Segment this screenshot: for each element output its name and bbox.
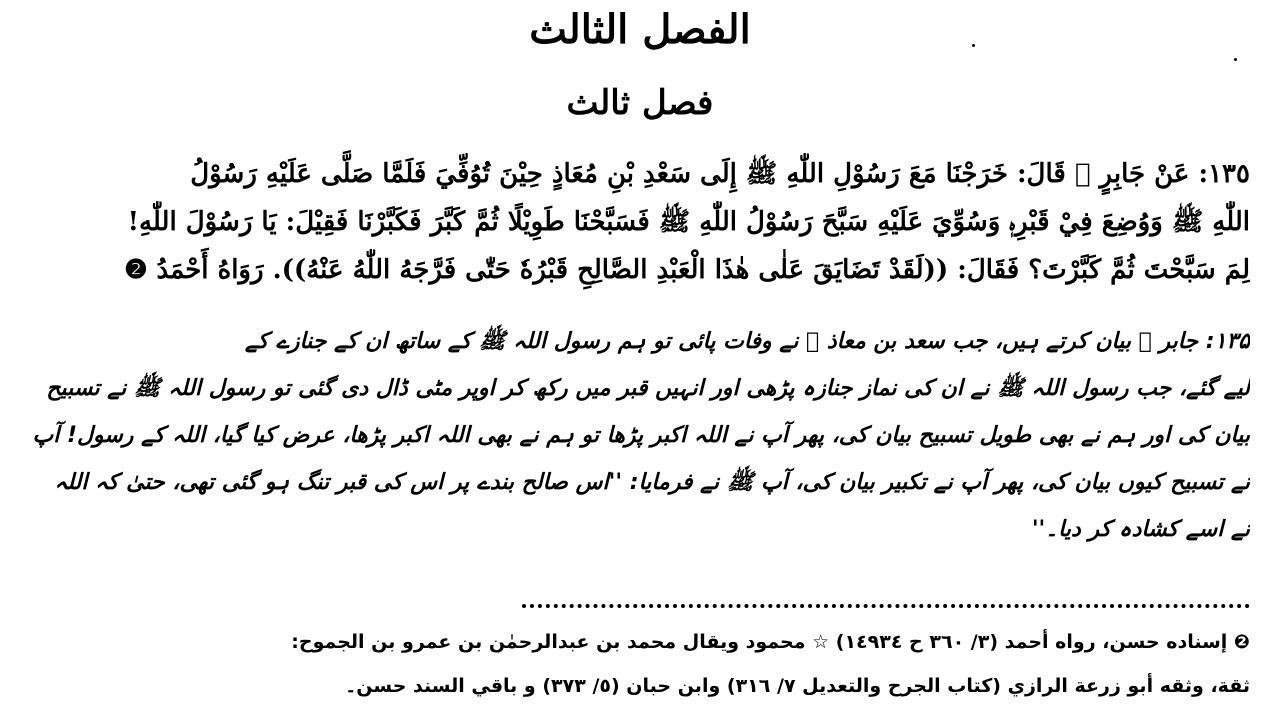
footnote-divider: [522, 604, 1250, 608]
arabic-line: ١٣٥: عَنْ جَابِرٍ ﷛ قَالَ: خَرَجْنَا مَعَ رَسُوْلِ اللّٰهِ ﷺ إِلَى سَعْدِ بْنِ مُعَاذٍ حِيْنَ تُوُفِّيَ فَلَمَّا صَلَّى عَلَيْهِ رَسُوْلُ: [190, 159, 1250, 189]
arabic-line: اللّٰهِ ﷺ وَوُضِعَ فِيْ قَبْرِهٖ وَسُوِّيَ عَلَيْهِ سَبَّحَ رَسُوْلُ اللّٰهِ ﷺ فَسَبَّحْنَا طَوِيْلًا ثُمَّ كَبَّرَ فَكَبَّرْنَا فَقِيْلَ: يَا رَسُوْلَ اللّٰهِ!: [127, 207, 1250, 237]
urdu-line: ۱۳۵: جابر ﷛ بیان کرتے ہیں، جب سعد بن معاذ ﷛ نے وفات پائی تو ہم رسول اللہ ﷺ کے ساتھ ان کے جنازے کے: [244, 329, 1250, 354]
footnote-line: [30, 620, 1250, 664]
arabic-line: لِمَ سَبَّحْتَ ثُمَّ كَبَّرْتَ؟ فَقَالَ: ((لَقَدْ تَضَايَقَ عَلٰى هٰذَا الْعَبْدِ الصَّالِحِ قَبْرُهٗ حَتّٰى فَرَّجَهُ اللّٰهُ عَنْهُ)). رَوَاهُ أَحْمَدُ ❷: [124, 255, 1250, 285]
footnote-line: ثقة، وثقه أبو زرعة الرازي (كتاب الجرح والتعديل ٧/ ٣١٦) وابن حبان (٥/ ٣٧٣) و باقي السند حسن۔: [345, 675, 1250, 697]
urdu-line: بیان کی اور ہم نے بھی طویل تسبیح بیان کی، پھر آپ نے اللہ اکبر پڑھا تو ہم نے بھی اللہ اکبر پڑھا، عرض کیا گیا، اللہ کے رسول! آپ: [32, 423, 1250, 448]
hadith-urdu-translation: [30, 318, 1250, 553]
hadith-arabic-text: [30, 150, 1250, 294]
footnote: [30, 620, 1250, 708]
urdu-line: لیے گئے، جب رسول اللہ ﷺ نے ان کی نماز جنازہ پڑھی اور انہیں قبر میں رکھ کر اوپر مٹی ڈال دی گئی تو رسول اللہ ﷺ نے تسبیح: [46, 376, 1250, 401]
section-heading-urdu: فصل ثالث: [566, 83, 714, 123]
footnote-text: إسناده حسن، رواه أحمد (٣/ ٣٦٠ ح ١٤٩٣٤) ☆ محمود ويقال محمد بن عبدالرحمٰن بن عمرو بن الجموح:: [291, 631, 1228, 653]
section-heading-arabic: الفصل الثالث: [529, 6, 751, 53]
scan-speck: [1234, 58, 1237, 61]
urdu-line: نے اسے کشادہ کر دیا۔'': [1031, 517, 1250, 542]
footnote-marker-icon: ❷: [1233, 631, 1250, 653]
urdu-line: نے تسبیح کیوں بیان کی، پھر آپ نے تکبیر بیان کی، آپ ﷺ نے فرمایا: ''اس صالح بندے پر اس کی قبر تنگ ہو گئی تھی، حتیٰ کہ اللہ: [54, 470, 1250, 495]
scan-speck: [972, 44, 975, 47]
